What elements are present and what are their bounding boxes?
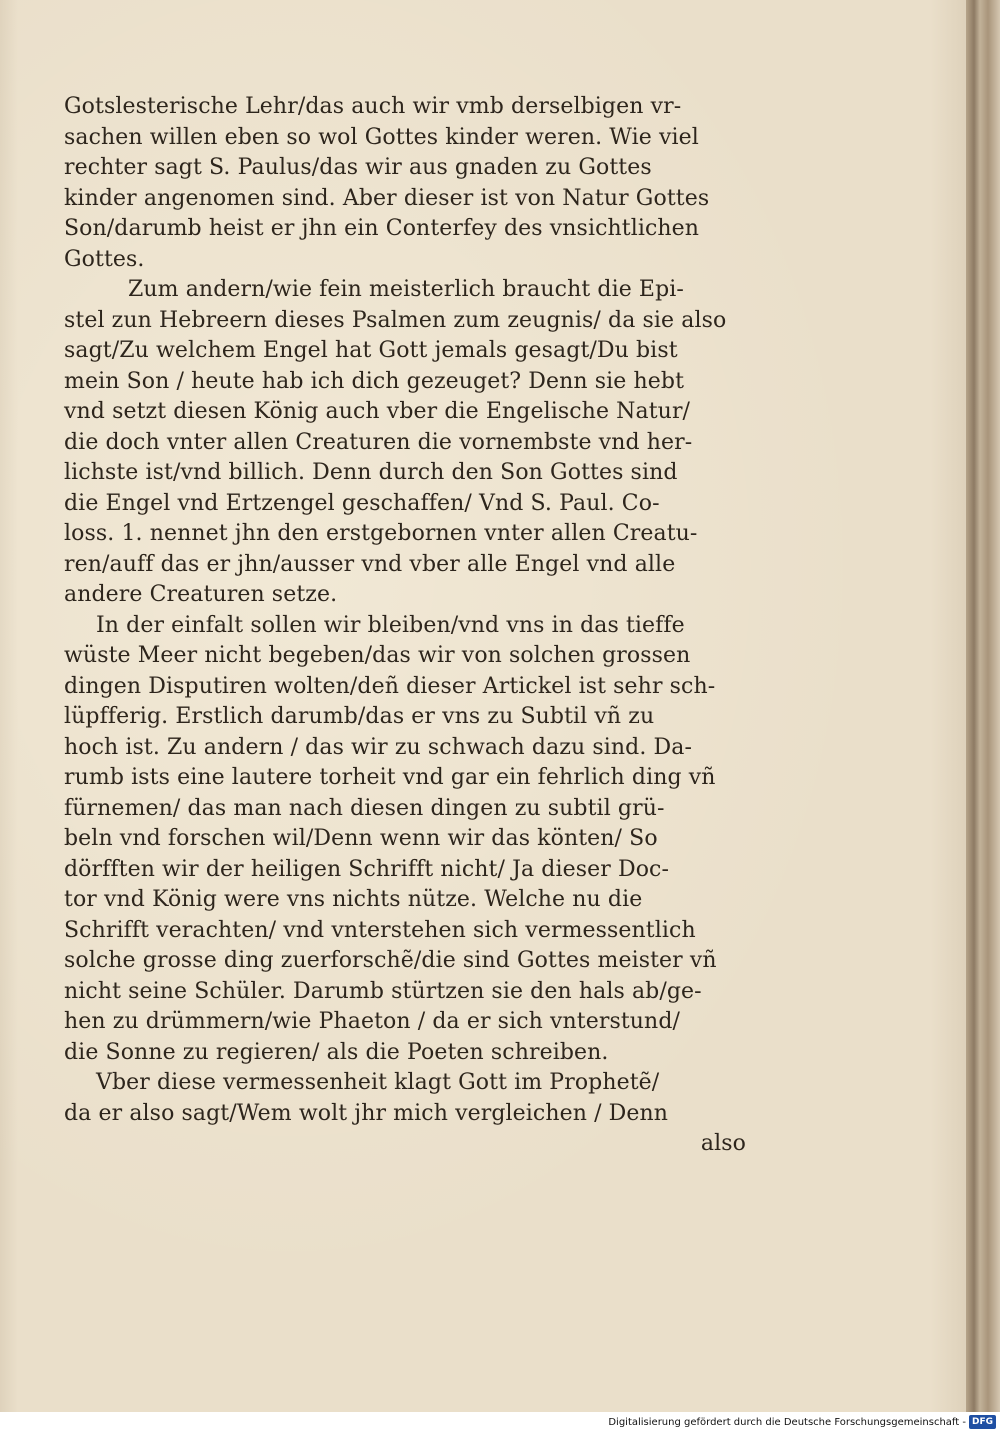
- text-line: sachen willen eben so wol Gottes kinder weren. Wie viel: [64, 124, 699, 150]
- text-line: hoch ist. Zu andern / das wir zu schwach dazu sind. Da-: [64, 734, 692, 760]
- text-line: fürnemen/ das man nach diesen dingen zu subtil grü-: [64, 795, 665, 821]
- text-line: dingen Disputiren wolten/deñ dieser Artickel ist sehr sch-: [64, 673, 716, 699]
- text-line: Zum andern/wie fein meisterlich braucht die Epi-: [128, 277, 684, 302]
- text-line: Schrifft verachten/ vnd vnterstehen sich vermessentlich: [64, 917, 696, 943]
- text-line: andere Creaturen setze.: [64, 582, 338, 607]
- text-line: Gottes.: [64, 246, 145, 272]
- text-line: rumb ists eine lautere torheit vnd gar ein fehrlich ding vñ: [64, 765, 716, 790]
- text-line: die Sonne zu regieren/ als die Poeten schreiben.: [64, 1039, 609, 1065]
- page-text: [64, 92, 764, 1160]
- text-line: die doch vnter allen Creaturen die vornembste vnd her-: [64, 429, 693, 455]
- text-line: nicht seine Schüler. Darumb stürtzen sie den hals ab/ge-: [64, 978, 702, 1004]
- text-line: tor vnd König were vns nichts nütze. Welche nu die: [64, 887, 643, 912]
- text-line: loss. 1. nennet jhn den erstgebornen vnter allen Creatu-: [64, 521, 698, 546]
- funding-text: Digitalisierung gefördert durch die Deutsche Forschungsgemeinschaft -: [608, 1416, 966, 1428]
- text-line: Gotslesterische Lehr/das auch wir vmb derselbigen vr-: [64, 94, 682, 119]
- funding-credit: [608, 1414, 996, 1430]
- text-line: solche grosse ding zuerforschẽ/die sind Gottes meister vñ: [64, 948, 717, 973]
- text-line: kinder angenomen sind. Aber dieser ist von Natur Gottes: [64, 185, 710, 211]
- text-line: da er also sagt/Wem wolt jhr mich vergleichen / Denn: [64, 1100, 669, 1126]
- text-line: In der einfalt sollen wir bleiben/vnd vns in das tieffe: [96, 612, 685, 638]
- text-line: rechter sagt S. Paulus/das wir aus gnaden zu Gottes: [64, 155, 652, 180]
- dfg-logo: DFG: [969, 1415, 996, 1429]
- text-line: Son/darumb heist er jhn ein Conterfey des vnsichtlichen: [64, 216, 700, 241]
- text-line: dörfften wir der heiligen Schrifft nicht/ Ja dieser Doc-: [64, 856, 670, 882]
- text-line: hen zu drümmern/wie Phaeton / da er sich vnterstund/: [64, 1009, 681, 1034]
- text-line: ren/auff das er jhn/ausser vnd vber alle Engel vnd alle: [64, 551, 676, 577]
- text-line: stel zun Hebreern dieses Psalmen zum zeugnis/ da sie also: [64, 307, 727, 333]
- catchword: also: [700, 1131, 746, 1156]
- text-line: sagt/Zu welchem Engel hat Gott jemals gesagt/Du bist: [64, 338, 678, 363]
- text-line: wüste Meer nicht begeben/das wir von solchen grossen: [64, 643, 691, 668]
- text-line: die Engel vnd Ertzengel geschaffen/ Vnd S. Paul. Co-: [64, 490, 660, 516]
- text-line: mein Son / heute hab ich dich gezeuget? Denn sie hebt: [64, 368, 685, 394]
- page-edge: [966, 0, 1000, 1412]
- text-line: lüpfferig. Erstlich darumb/das er vns zu Subtil vñ zu: [64, 704, 655, 729]
- text-line: Vber diese vermessenheit klagt Gott im Prophetẽ/: [96, 1070, 660, 1095]
- text-line: beln vnd forschen wil/Denn wenn wir das könten/ So: [64, 826, 658, 851]
- text-line: lichste ist/vnd billich. Denn durch den Son Gottes sind: [64, 460, 678, 485]
- text-line: vnd setzt diesen König auch vber die Engelische Natur/: [64, 399, 691, 424]
